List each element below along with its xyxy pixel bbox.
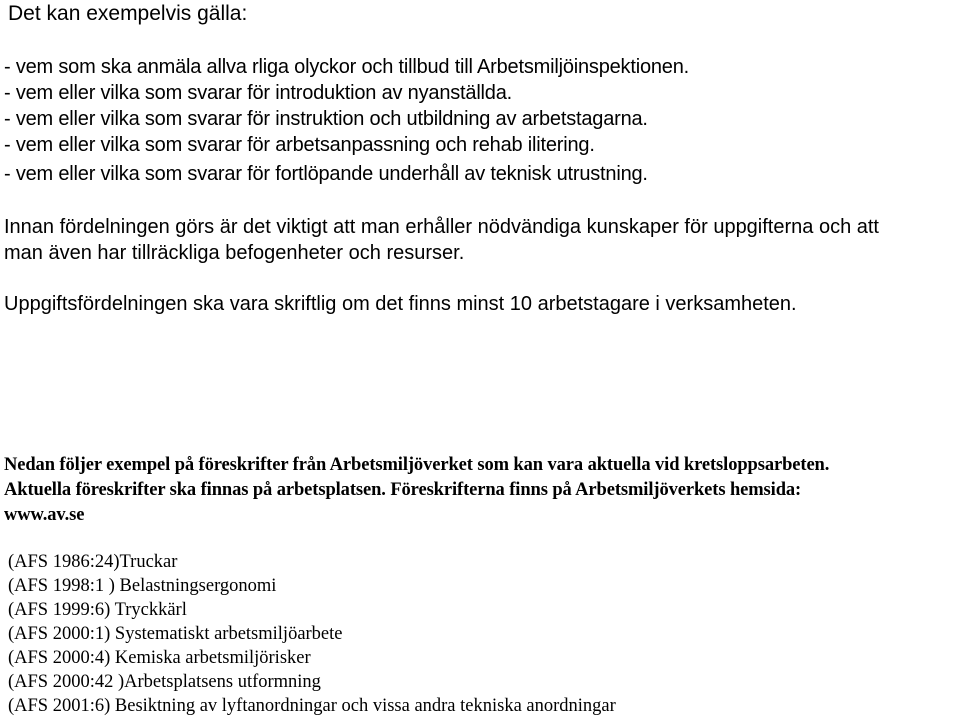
- list-item: - vem eller vilka som svarar för introduktion av nyanställda.: [4, 82, 513, 104]
- regulation-item: (AFS 2000:42 )Arbetsplatsens utformning: [8, 672, 321, 692]
- paragraph-line: Innan fördelningen görs är det viktigt att man erhåller nödvändiga kunskaper för uppgifterna och att: [4, 216, 879, 238]
- regulation-item: (AFS 2000:1) Systematiskt arbetsmiljöarbete: [8, 624, 343, 644]
- list-item: - vem som ska anmäla allva rliga olyckor och tillbud till Arbetsmiljöinspektionen.: [4, 56, 690, 78]
- paragraph-written-requirement: Uppgiftsfördelningen ska vara skriftlig om det finns minst 10 arbetstagare i verksamheten.: [4, 293, 797, 315]
- regulation-item: (AFS 2000:4) Kemiska arbetsmiljörisker: [8, 648, 311, 668]
- intro-line: Nedan följer exempel på föreskrifter från Arbetsmiljöverket som kan vara aktuella vid kretsloppsarbeten.: [4, 455, 830, 475]
- list-item: - vem eller vilka som svarar för arbetsanpassning och rehab ilitering.: [4, 134, 595, 156]
- website-link[interactable]: www.av.se: [4, 505, 85, 525]
- regulation-item: (AFS 1999:6) Tryckkärl: [8, 600, 187, 620]
- paragraph-line: man även har tillräckliga befogenheter och resurser.: [4, 242, 465, 264]
- regulation-item: (AFS 2001:6) Besiktning av lyftanordningar och vissa andra tekniska anordningar: [8, 696, 616, 716]
- section-heading: Det kan exempelvis gälla:: [8, 2, 248, 25]
- regulation-item: (AFS 1986:24)Truckar: [8, 552, 178, 572]
- list-item: - vem eller vilka som svarar för fortlöpande underhåll av teknisk utrustning.: [4, 163, 648, 185]
- intro-line: Aktuella föreskrifter ska finnas på arbetsplatsen. Föreskrifterna finns på Arbetsmiljöverkets hemsida:: [4, 480, 802, 500]
- list-item: - vem eller vilka som svarar för instruktion och utbildning av arbetstagarna.: [4, 108, 648, 130]
- regulation-item: (AFS 1998:1 ) Belastningsergonomi: [8, 576, 277, 596]
